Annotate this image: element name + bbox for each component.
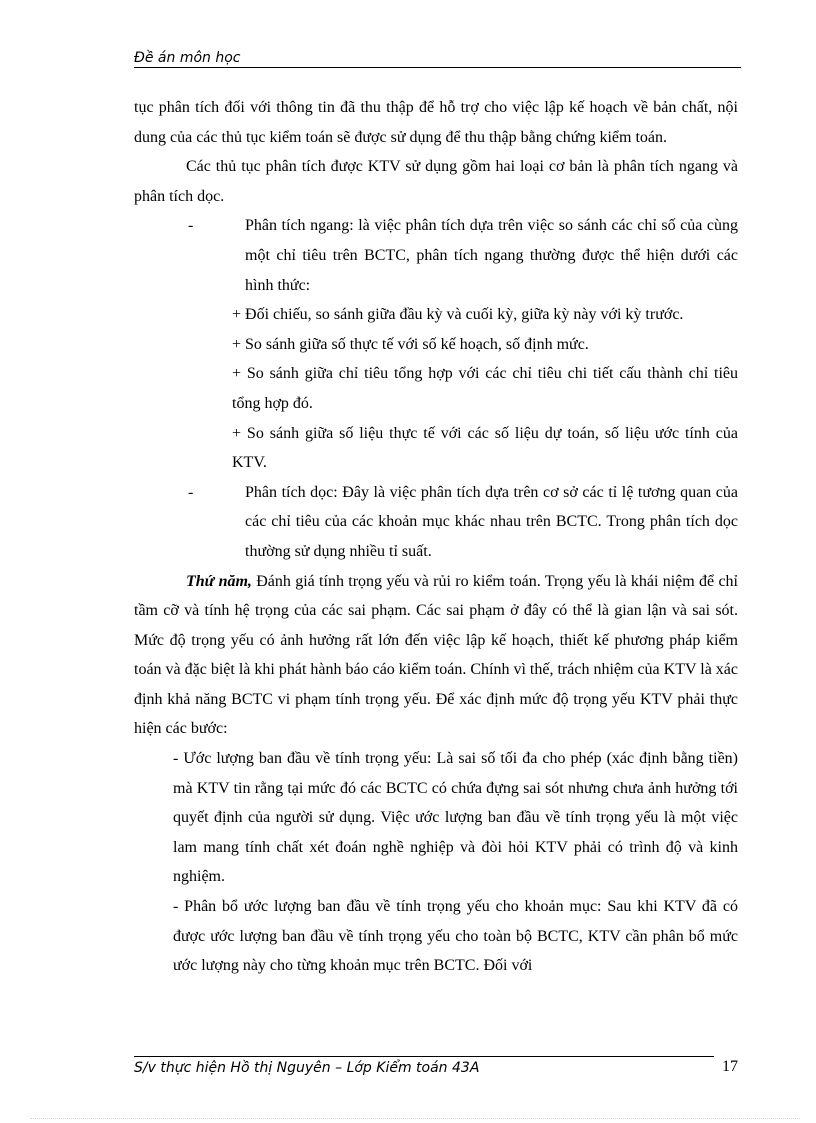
paragraph-continuation: tục phân tích đối với thông tin đã thu thập để hỗ trợ cho việc lập kế hoạch về bản chất, nội dung của các thủ tục kiểm toán sẽ được sử dụng để thu thập bằng chứng kiểm toán. [134,99,738,146]
footer-divider [134,1056,714,1057]
list-item-text: Phân tích ngang: là việc phân tích dựa trên việc so sánh các chỉ số của cùng một chỉ tiêu trên BCTC, phân tích ngang thường được thể hiện dưới các hình thức: [245,217,738,294]
list-item-compare-aggregate: + So sánh giữa chỉ tiêu tổng hợp với các chỉ tiêu chi tiết cấu thành chỉ tiêu tổng hợp đó. [232,365,738,412]
paragraph-materiality [134,567,738,745]
list-item-horizontal-analysis [134,211,738,300]
list-item-compare-estimates: + So sánh giữa số liệu thực tế với các số liệu dự toán, số liệu ước tính của KTV. [232,424,738,472]
paragraph-lead: Thứ năm, [186,572,252,590]
paragraph-analysis-types: Các thủ tục phân tích được KTV sử dụng gồm hai loại cơ bản là phân tích ngang và phân tích dọc. [134,158,738,205]
list-item-text: Phân tích dọc: Đây là việc phân tích dựa trên cơ sở các tỉ lệ tương quan của các chỉ tiêu của các khoản mục khác nhau trên BCTC. Trong phân tích dọc thường sử dụng nhiều tỉ suất. [245,483,738,560]
list-item-allocation: - Phân bổ ước lượng ban đầu về tính trọng yếu cho khoản mục: Sau khi KTV đã có được ước lượng ban đầu về tính trọng yếu cho toàn bộ BCTC, KTV cần phân bổ mức ước lượng này cho từng khoản mục trên BCTC. Đối với [173,898,738,975]
list-item-initial-estimate: - Ước lượng ban đầu về tính trọng yếu: Là sai số tối đa cho phép (xác định bằng tiền) mà KTV tin rằng tại mức đó các BCTC có chứa đựng sai sót nhưng chưa ảnh hưởng tới quyết định của người sử dụng. Việc ước lượng ban đầu về tính trọng yếu là một việc lam mang tính chất xét đoán nghề nghiệp và đòi hỏi KTV phải có trình độ và kinh nghiệm. [173,750,738,886]
list-item-compare-plan: + So sánh giữa số thực tế với số kế hoạch, số định mức. [232,335,589,353]
list-item-compare-periods: + Đối chiếu, so sánh giữa đầu kỳ và cuối kỳ, giữa kỳ này với kỳ trước. [232,306,684,324]
dash-marker: - [188,217,194,235]
body-text [134,93,738,981]
paragraph-text: Đánh giá tính trọng yếu và rủi ro kiểm toán. Trọng yếu là khái niệm để chỉ tầm cỡ và tính hệ trọng của các sai phạm. Các sai phạm ở đây có thể là gian lận và sai sót. Mức độ trọng yếu có ảnh hưởng rất lớn đến việc lập kế hoạch, thiết kế phương pháp kiểm toán và đặc biệt là khi phát hành báo cáo kiểm toán. Chính vì thế, trách nhiệm của KTV là xác định khả năng BCTC vi phạm tính trọng yếu. Để xác định mức độ trọng yếu KTV phải thực hiện các bước: [134,572,739,738]
page-bottom-edge [30,1118,800,1119]
dash-marker: - [188,483,194,501]
page-footer: S/v thực hiện Hồ thị Nguyên – Lớp Kiểm toán 43A [134,1060,480,1076]
page-number: 17 [722,1058,738,1075]
page-header: Đề án môn học [134,49,741,68]
list-item-vertical-analysis [134,478,738,567]
